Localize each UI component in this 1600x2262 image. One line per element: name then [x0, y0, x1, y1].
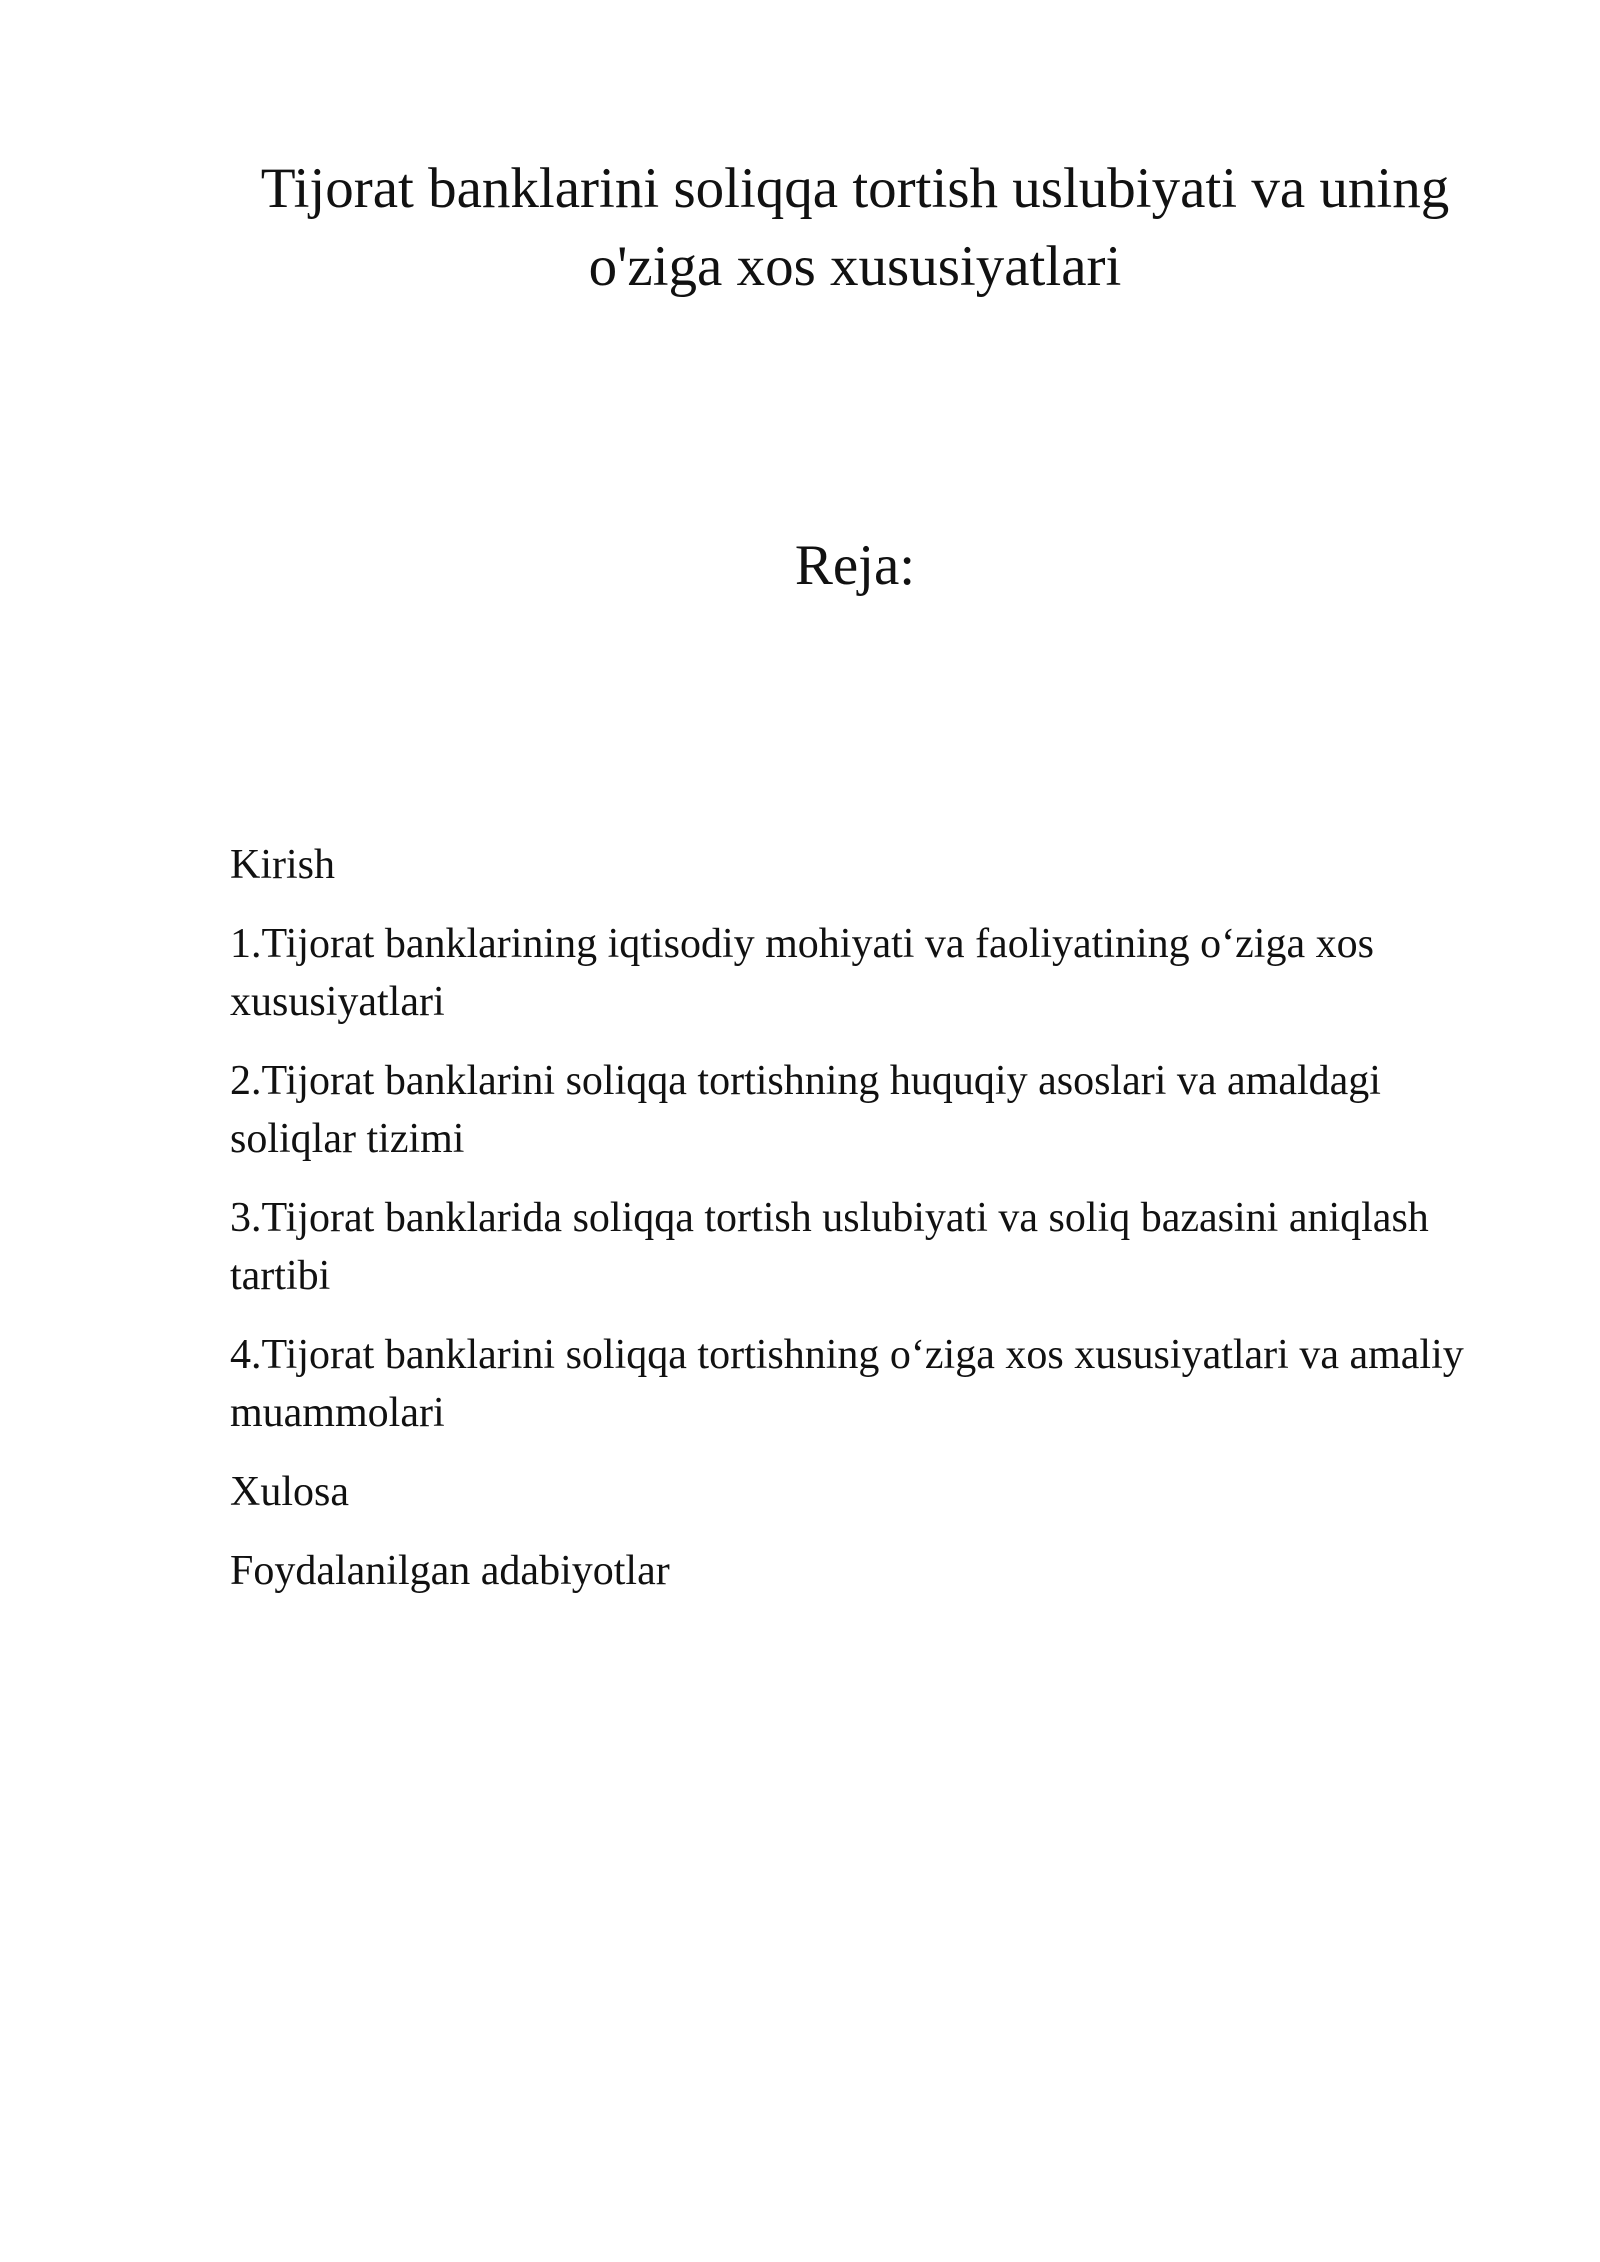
toc-item-2: 2.Tijorat banklarini soliqqa tortishning huquqiy asoslari va amaldagi soliqlar tizimi [230, 1058, 1381, 1162]
toc-item-4: 4.Tijorat banklarini soliqqa tortishning o‘ziga xos xususiyatlari va amaliy muammolari [230, 1332, 1464, 1436]
toc-item-introduction: Kirish [230, 842, 335, 888]
toc-item-references: Foydalanilgan adabiyotlar [230, 1548, 670, 1594]
document-title: Tijorat banklarini soliqqa tortish uslubiyati va uning o'ziga xos xususiyatlari [260, 157, 1450, 298]
table-of-contents [230, 836, 1480, 1621]
toc-item-3: 3.Tijorat banklarida soliqqa tortish uslubiyati va soliq bazasini aniqlash tartibi [230, 1195, 1429, 1299]
toc-item-conclusion: Xulosa [230, 1469, 349, 1515]
toc-item-1: 1.Tijorat banklarining iqtisodiy mohiyati va faoliyatining o‘ziga xos xususiyatlari [230, 921, 1374, 1025]
plan-heading: Reja: [794, 534, 916, 597]
